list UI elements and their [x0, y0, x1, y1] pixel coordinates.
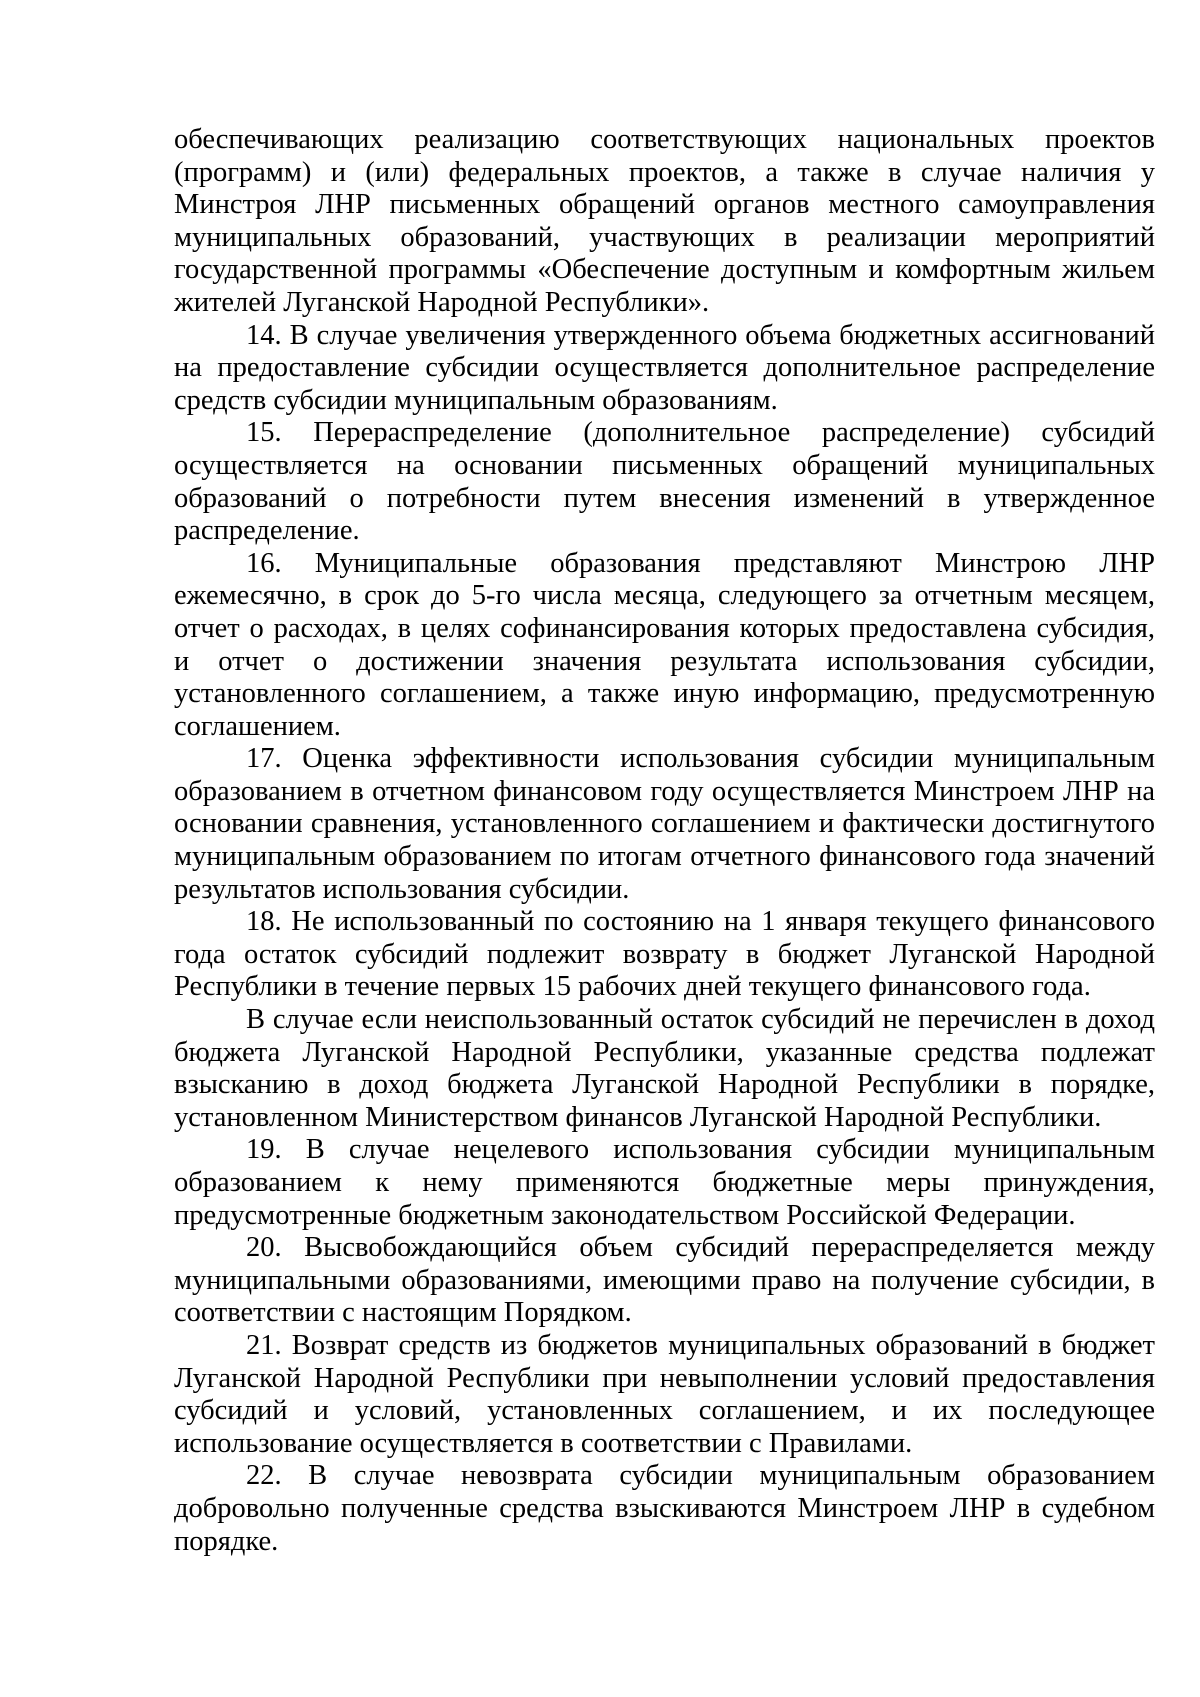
paragraph-14: 14. В случае увеличения утвержденного объема бюджетных ассигнований на предоставление субсидии осуществляется дополнительное распределение средств субсидии муниципальным образованиям. — [174, 319, 1155, 416]
paragraph-continuation: обеспечивающих реализацию соответствующих национальных проектов (программ) и (или) федеральных проектов, а также в случае наличия у Минстроя ЛНР письменных обращений органов местного самоуправления муниципальных образований, участвующих в реализации мероприятий государственной программы «Обеспечение доступным и комфортным жильем жителей Луганской Народной Республики». — [174, 124, 1155, 318]
paragraph-22: 22. В случае невозврата субсидии муниципальным образованием добровольно полученные средства взыскиваются Минстроем ЛНР в судебном порядке. — [174, 1460, 1155, 1557]
paragraph-15: 15. Перераспределение (дополнительное распределение) субсидий осуществляется на основании письменных обращений муниципальных образований о потребности путем внесения изменений в утвержденное распределение. — [174, 417, 1155, 547]
paragraph-18-addendum: В случае если неиспользованный остаток субсидий не перечислен в доход бюджета Луганской Народной Республики, указанные средства подлежат взысканию в доход бюджета Луганской Народной Республики в порядке, установленном Министерством финансов Луганской Народной Республики. — [174, 1004, 1155, 1133]
paragraph-16: 16. Муниципальные образования представляют Минстрою ЛНР ежемесячно, в срок до 5-го числа месяца, следующего за отчетным месяцем, отчет о расходах, в целях софинансирования которых предоставлена субсидия, и отчет о достижении значения результата использования субсидии, установленного соглашением, а также иную информацию, предусмотренную соглашением. — [174, 547, 1155, 742]
document-body — [174, 124, 1155, 1558]
paragraph-18: 18. Не использованный по состоянию на 1 января текущего финансового года остаток субсидий подлежит возврату в бюджет Луганской Народной Республики в течение первых 15 рабочих дней текущего финансового года. — [174, 906, 1155, 1003]
paragraph-19: 19. В случае нецелевого использования субсидии муниципальным образованием к нему применяются бюджетные меры принуждения, предусмотренные бюджетным законодательством Российской Федерации. — [174, 1134, 1155, 1231]
paragraph-20: 20. Высвобождающийся объем субсидий перераспределяется между муниципальными образованиями, имеющими право на получение субсидии, в соответствии с настоящим Порядком. — [174, 1232, 1155, 1329]
paragraph-21: 21. Возврат средств из бюджетов муниципальных образований в бюджет Луганской Народной Республики при невыполнении условий предоставления субсидий и условий, установленных соглашением, и их последующее использование осуществляется в соответствии с Правилами. — [174, 1329, 1155, 1459]
paragraph-17: 17. Оценка эффективности использования субсидии муниципальным образованием в отчетном финансовом году осуществляется Минстроем ЛНР на основании сравнения, установленного соглашением и фактически достигнутого муниципальным образованием по итогам отчетного финансового года значений результатов использования субсидии. — [174, 743, 1155, 905]
